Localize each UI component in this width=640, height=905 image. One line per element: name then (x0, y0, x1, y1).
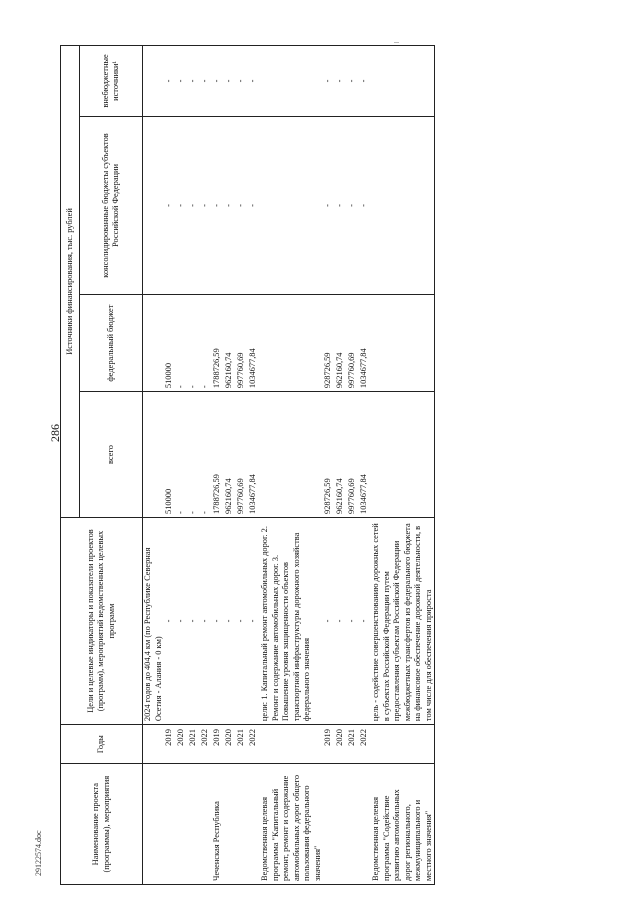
cell-regional: - (176, 116, 188, 294)
cell-federal: 1034677,84 (248, 295, 260, 392)
cell-regional: - (323, 116, 335, 294)
cell-regional: - (236, 116, 248, 294)
cell-extra: - (335, 46, 347, 117)
scan-mark (394, 42, 399, 43)
table-row (347, 46, 359, 885)
table-row (200, 46, 212, 885)
table-row (335, 46, 347, 885)
table-row (359, 46, 371, 885)
cell-extra: - (224, 46, 236, 117)
cell-total: 1034677,84 (359, 392, 371, 518)
cell-extra (371, 46, 435, 117)
cell-name (248, 764, 260, 885)
cell-goal: - (176, 517, 188, 724)
cell-year: 2022 (359, 725, 371, 764)
cell-goal: - (224, 517, 236, 724)
cell-name (347, 764, 359, 885)
cell-year: 2019 (164, 725, 176, 764)
table-row (236, 46, 248, 885)
cell-year: 2021 (188, 725, 200, 764)
page-number: 286 (48, 424, 62, 442)
cell-total: 997760,69 (347, 392, 359, 518)
cell-name (335, 764, 347, 885)
cell-total: - (188, 392, 200, 518)
table-row (164, 46, 176, 885)
cell-goal: - (335, 517, 347, 724)
cell-goal: цель - содействие совершенствованию дорожных сетей в субъектах Российской Федерации путем предоставления субъектам Российской Федерации межбюджетных трансфертов из федерального бюджета на финансовое обеспечение дорожной деятельности, в том числе для обеспечения прироста (371, 517, 435, 724)
cell-extra: - (347, 46, 359, 117)
cell-goal: - (347, 517, 359, 724)
cell-extra: - (176, 46, 188, 117)
cell-regional (260, 116, 323, 294)
table-row (248, 46, 260, 885)
cell-year: 2020 (335, 725, 347, 764)
cell-federal: 510000 (164, 295, 176, 392)
budget-table (60, 45, 435, 885)
table-body (143, 46, 435, 885)
cell-federal: - (200, 295, 212, 392)
header-federal: федеральный бюджет (80, 295, 143, 392)
header-name: Наименование проекта (программы), мероприятия (61, 764, 143, 885)
cell-year (371, 725, 435, 764)
cell-total: 962160,74 (224, 392, 236, 518)
cell-regional: - (248, 116, 260, 294)
cell-year: 2021 (236, 725, 248, 764)
cell-goal: - (359, 517, 371, 724)
cell-total (143, 392, 165, 518)
cell-total (260, 392, 323, 518)
cell-year: 2020 (224, 725, 236, 764)
cell-extra (143, 46, 165, 117)
cell-total: - (200, 392, 212, 518)
table-row (260, 46, 323, 885)
cell-goal: - (323, 517, 335, 724)
cell-year: 2022 (248, 725, 260, 764)
header-total: всего (80, 392, 143, 518)
cell-federal: 997760,69 (236, 295, 248, 392)
cell-total (371, 392, 435, 518)
cell-federal: 1034677,84 (359, 295, 371, 392)
cell-year: 2021 (347, 725, 359, 764)
cell-name (176, 764, 188, 885)
cell-extra: - (359, 46, 371, 117)
cell-name (323, 764, 335, 885)
cell-extra: - (164, 46, 176, 117)
table-row (188, 46, 200, 885)
cell-total: 997760,69 (236, 392, 248, 518)
budget-table-rotated (60, 45, 575, 885)
cell-name: Ведомственная целевая программа "Содействие развитию автомобильных дорог регионального, межмуниципального и местного значения" (371, 764, 435, 885)
header-years: Годы (61, 725, 143, 764)
cell-name (143, 764, 165, 885)
cell-name: Ведомственная целевая программа "Капитальный ремонт, ремонт и содержание автомобильных дорог общего пользования федерального значения" (260, 764, 323, 885)
header-regional: консолидированные бюджеты субъектов Российской Федерации (80, 116, 143, 294)
cell-regional: - (224, 116, 236, 294)
cell-year (260, 725, 323, 764)
cell-regional: - (335, 116, 347, 294)
cell-year: 2019 (212, 725, 224, 764)
table-row (212, 46, 224, 885)
cell-extra: - (188, 46, 200, 117)
cell-year: 2022 (200, 725, 212, 764)
cell-extra: - (212, 46, 224, 117)
cell-year: 2020 (176, 725, 188, 764)
cell-regional: - (212, 116, 224, 294)
cell-goal: - (164, 517, 176, 724)
table-row (323, 46, 335, 885)
cell-total: 962160,74 (335, 392, 347, 518)
table-row (224, 46, 236, 885)
cell-federal: 962160,74 (224, 295, 236, 392)
cell-federal: 962160,74 (335, 295, 347, 392)
cell-regional: - (347, 116, 359, 294)
cell-regional: - (359, 116, 371, 294)
cell-name (164, 764, 176, 885)
cell-regional (371, 116, 435, 294)
cell-total: 1034677,84 (248, 392, 260, 518)
cell-federal: 1788726,59 (212, 295, 224, 392)
cell-regional: - (188, 116, 200, 294)
cell-name: Чеченская Республика (212, 764, 224, 885)
header-sources-group: Источники финансирования, тыс. рублей (61, 46, 80, 518)
cell-federal (371, 295, 435, 392)
header-goals: Цели и целевые индикаторы и показатели проектов (программ), мероприятий ведомственных целевых программ (61, 517, 143, 724)
cell-total: 510000 (164, 392, 176, 518)
cell-federal (143, 295, 165, 392)
cell-name (200, 764, 212, 885)
cell-name (188, 764, 200, 885)
header-extra: внебюджетные источники¹ (80, 46, 143, 117)
cell-extra (260, 46, 323, 117)
cell-extra: - (236, 46, 248, 117)
cell-federal (260, 295, 323, 392)
cell-goal: - (188, 517, 200, 724)
cell-extra: - (248, 46, 260, 117)
cell-name (236, 764, 248, 885)
cell-goal: цели: 1. Капитальный ремонт автомобильных дорог. 2. Ремонт и содержание автомобильных дорог. 3. Повышение уровня защищенности объектов транспортной инфраструктуры дорожного хозяйства федерального значения (260, 517, 323, 724)
cell-total: - (176, 392, 188, 518)
table-row (371, 46, 435, 885)
cell-goal: 2024 годов до 404,4 км (по Республике Северная Осетия - Алания - 0 км) (143, 517, 165, 724)
cell-total: 1788726,59 (212, 392, 224, 518)
cell-regional: - (200, 116, 212, 294)
cell-year: 2019 (323, 725, 335, 764)
cell-name (224, 764, 236, 885)
cell-extra: - (323, 46, 335, 117)
cell-regional (143, 116, 165, 294)
table-row (176, 46, 188, 885)
cell-year (143, 725, 165, 764)
cell-federal: 997760,69 (347, 295, 359, 392)
cell-federal: - (176, 295, 188, 392)
cell-federal: 928726,59 (323, 295, 335, 392)
cell-goal: - (236, 517, 248, 724)
cell-goal: - (200, 517, 212, 724)
cell-goal: - (248, 517, 260, 724)
cell-goal: - (212, 517, 224, 724)
cell-name (359, 764, 371, 885)
table-row (143, 46, 165, 885)
cell-extra: - (200, 46, 212, 117)
cell-regional: - (164, 116, 176, 294)
cell-total: 928726,59 (323, 392, 335, 518)
cell-federal: - (188, 295, 200, 392)
doc-code: 29122574.doc (34, 830, 43, 876)
